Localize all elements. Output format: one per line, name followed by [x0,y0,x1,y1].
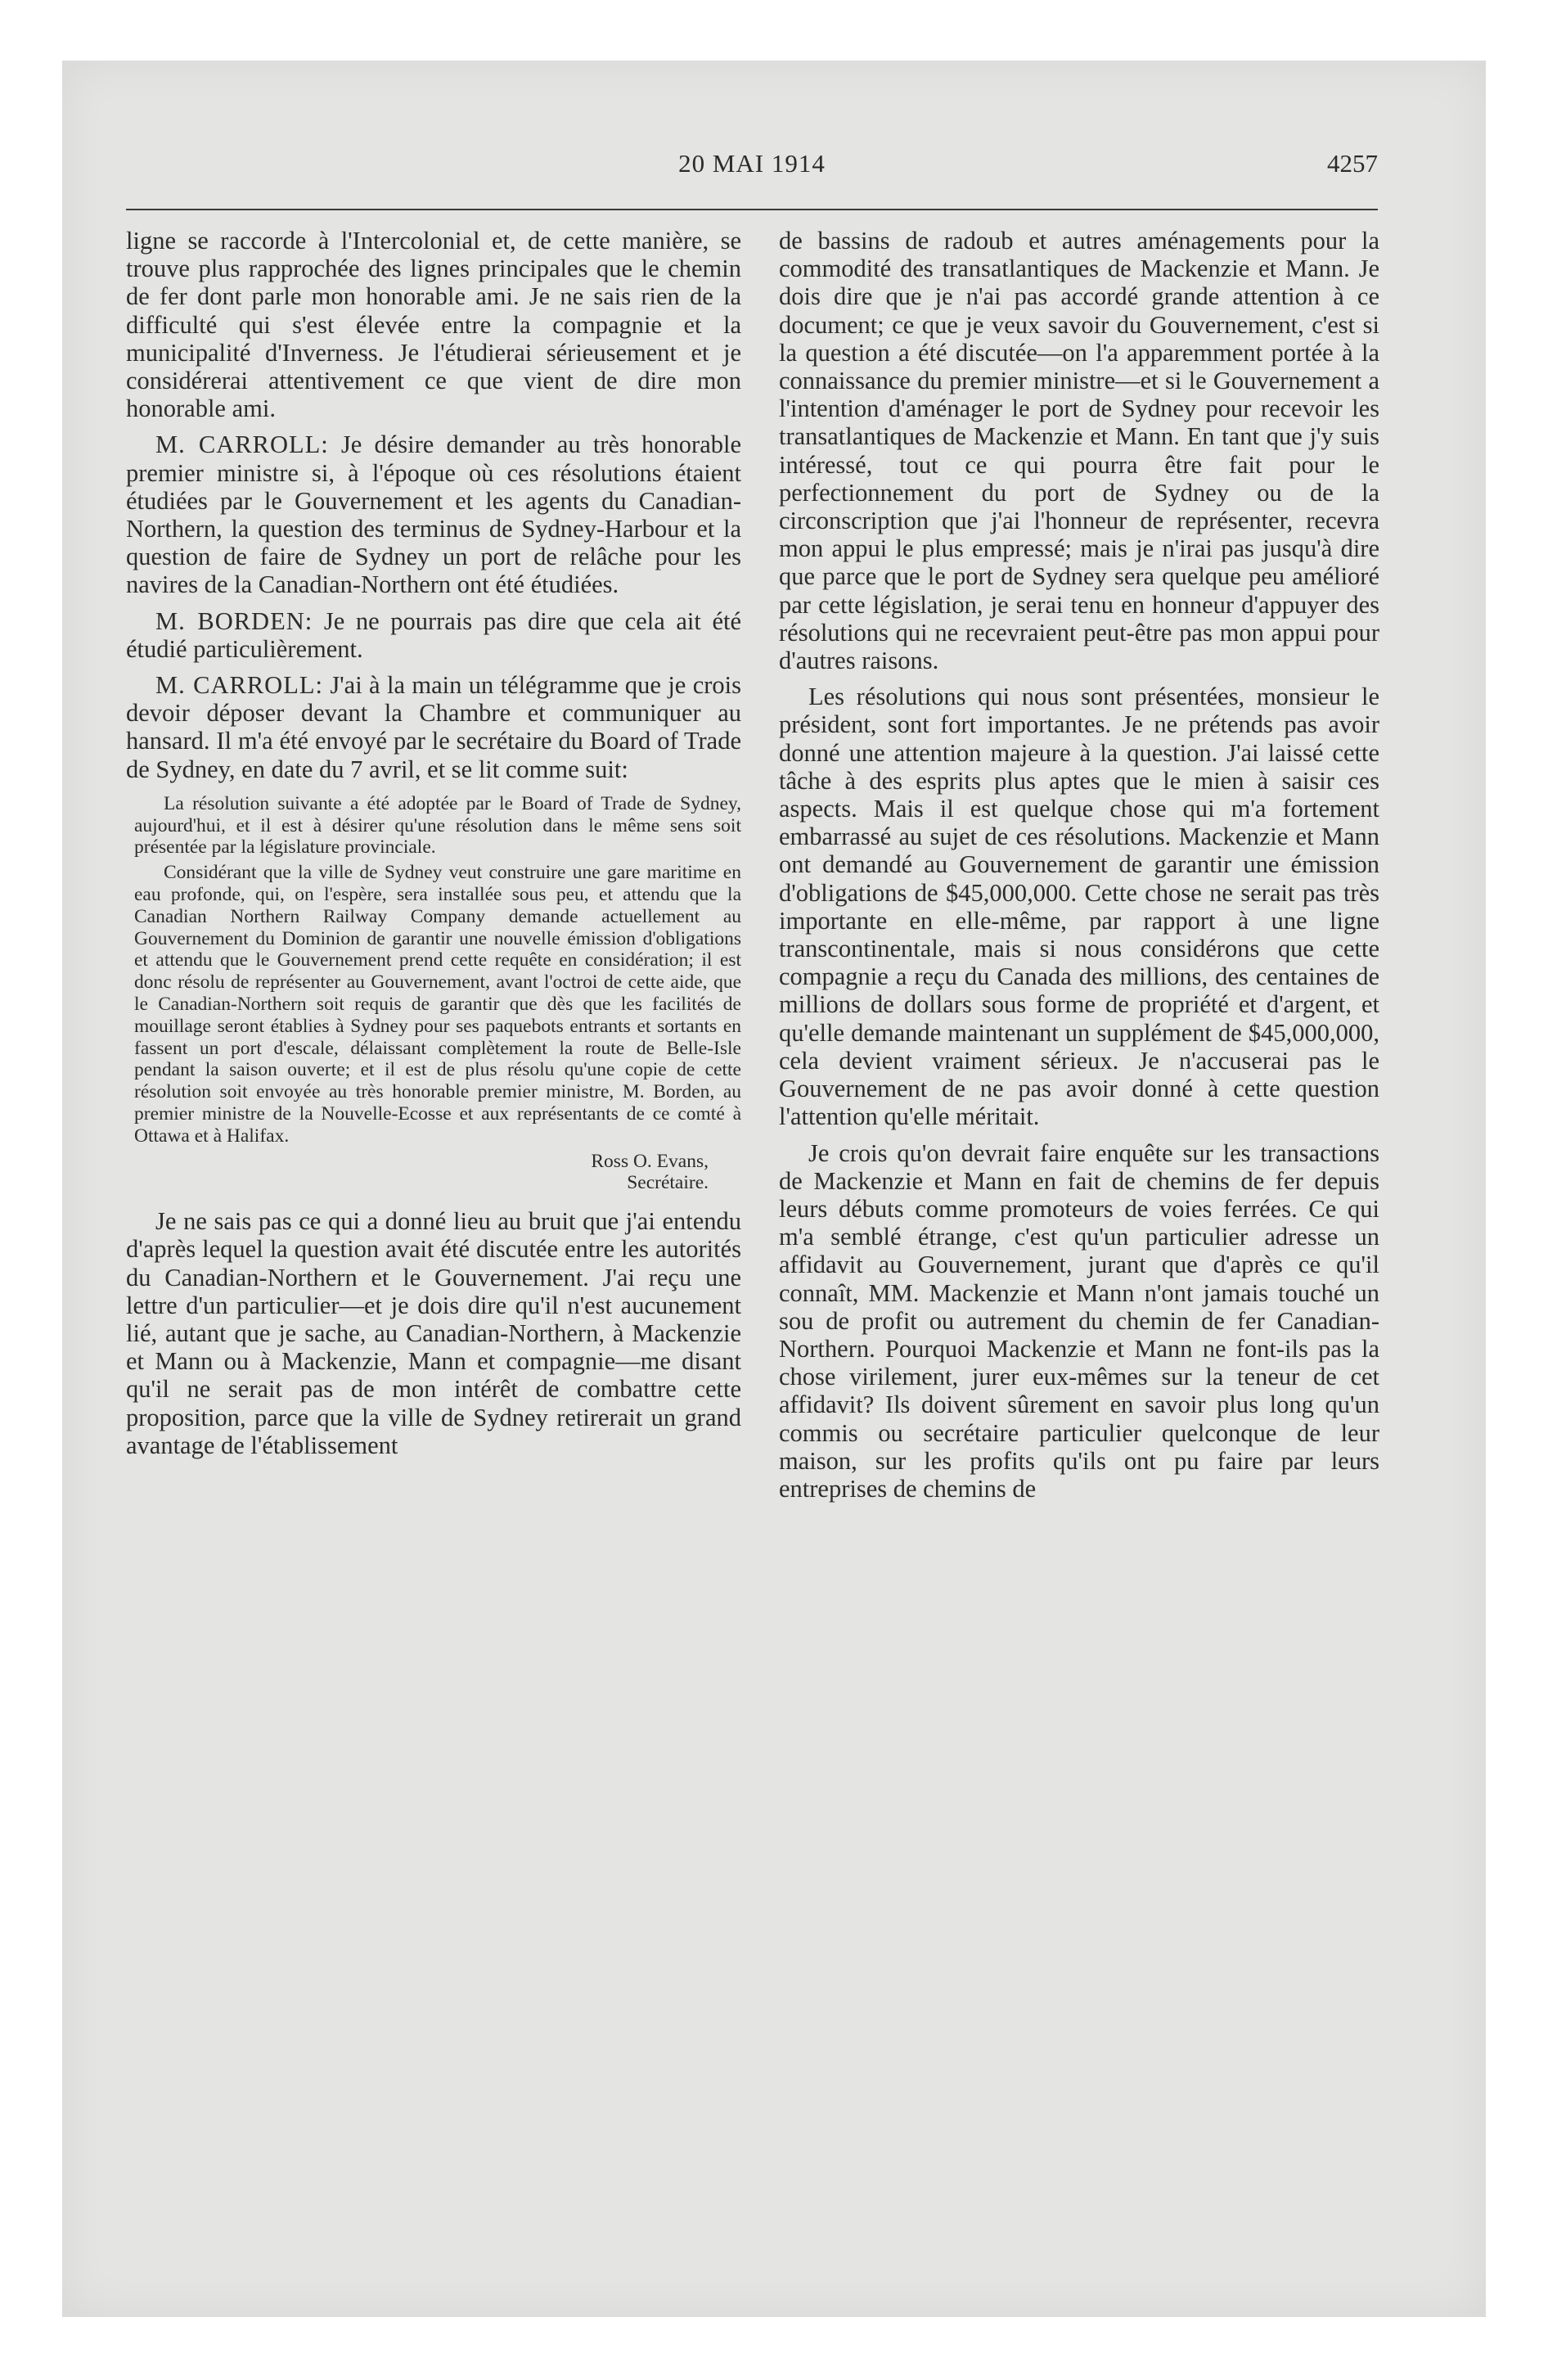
signature-name: Ross O. Evans, [591,1150,709,1172]
speaker-name: M. BORDEN: [155,606,313,635]
page-number: 4257 [1327,149,1378,178]
paragraph-speech: Les résolutions qui nous sont présentées, monsieur le président, sont fort importantes. Je ne prétends pas avoir donné une attention majeure à la question. J'ai laissé cette tâche à des esprits plus aptes que le mien à saisir ces aspects. Mais il est quelque chose qui m'a fortement embarrassé au sujet de ces résolutions. Mackenzie et Mann ont demandé au Gouvernement de garantir une émission d'obligations de $45,000,000. Cette chose ne serait pas très importante en elle-même, par rapport à une ligne transcontinentale, mais si nous considérons que cette compagnie a reçu du Canada des millions, des centaines de millions de dollars sous forme de propriété et d'argent, et qu'elle demande maintenant un supplément de $45,000,000, cela devient vraiment sérieux. Je n'accuserai pas le Gouvernement de ne pas avoir donné à cette question l'attention qu'elle méritait. [779,683,1379,1131]
quote-paragraph: Considérant que la ville de Sydney veut construire une gare maritime en eau profonde, qui, on l'espère, sera installée sous peu, et attendu que la Canadian Northern Railway Company demande actuellement au Gouvernement du Dominion de garantir une nouvelle émission d'obligations et attendu que le Gouvernement prend cette requête en considération; il est donc résolu de représenter au Gouvernement, avant l'octroi de cette aide, que le Canadian-Northern soit requis de garantir que dès que les facilités de mouillage seront établies à Sydney pour ses paquebots entrants et sortants en fassent un port d'escale, délaissant complètement la route de Belle-Isle pendant la saison ouverte; et il est de plus résolu qu'une copie de cette résolution soit envoyée au très honorable premier ministre, M. Borden, au premier ministre de la Nouvelle-Ecosse et aux représentants de ce comté à Ottawa et à Halifax. [134,862,741,1147]
speaker-name: M. CARROLL: [155,430,329,459]
left-column [126,227,741,1459]
paragraph-speech: Je ne sais pas ce qui a donné lieu au bruit que j'ai entendu d'après lequel la question avait été discutée entre les autorités du Canadian-Northern et le Gouvernement. J'ai reçu une lettre d'un particulier—et je dois dire qu'il n'est aucunement lié, autant que je sache, au Canadian-Northern, à Mackenzie et Mann ou à Mackenzie, Mann et compagnie—me disant qu'il ne serait pas de mon intérêt de combattre cette proposition, parce que la ville de Sydney retirerait un grand avantage de l'établissement [126,1207,741,1459]
paragraph-borden-reply [126,607,741,663]
telegram-signature [134,1151,741,1195]
speaker-name: M. CARROLL: [155,671,323,700]
quote-paragraph: La résolution suivante a été adoptée par le Board of Trade de Sydney, aujourd'hui, et il est à désirer qu'une résolution dans le même sens soit présentée par la législature provinciale. [134,792,741,859]
speech-text: Je ne pourrais pas dire que cela ait été étudié particulièrement. [126,606,741,663]
signature-title: Secrétaire. [627,1172,709,1194]
paragraph-carroll-telegram [126,671,741,783]
paragraph-carroll-question [126,430,741,598]
paragraph-continuation: ligne se raccorde à l'Intercolonial et, de cette manière, se trouve plus rapprochée des lignes principales que le chemin de fer dont parle mon honorable ami. Je ne sais rien de la difficulté qui s'est élevée entre la compagnie et la municipalité d'Inverness. Je l'étudierai sérieusement et je considérerai attentivement ce que vient de dire mon honorable ami. [126,227,741,423]
quoted-telegram [134,793,741,1194]
speech-text: J'ai à la main un télégramme que je crois devoir déposer devant la Chambre et communiquer au hansard. Il m'a été envoyé par le secrétaire du Board of Trade de Sydney, en date du 7 avril, et se lit comme suit: [126,671,741,783]
page-header [126,149,1378,190]
right-column [779,227,1379,1503]
speech-text: Je désire demander au très honorable premier ministre si, à l'époque où ces résolutions étaient étudiées par le Gouvernement et les agents du Canadian-Northern, la question des terminus de Sydney-Harbour et la question de faire de Sydney un port de relâche pour les navires de la Canadian-Northern ont été étudiées. [126,430,741,599]
paragraph-speech: Je crois qu'on devrait faire enquête sur les transactions de Mackenzie et Mann en fait de chemins de fer depuis leurs débuts comme promoteurs de voies ferrées. Ce qui m'a semblé étrange, c'est qu'un particulier adresse un affidavit au Gouvernement, jurant que d'après ce qu'il connaît, MM. Mackenzie et Mann n'ont jamais touché un sou de profit ou autrement du chemin de fer Canadian-Northern. Pourquoi Mackenzie et Mann ne font-ils pas la chose virilement, jurer eux-mêmes sur la teneur de cet affidavit? Ils doivent sûrement en savoir plus long qu'un commis ou secrétaire particulier quelconque de leur maison, sur les profits qu'ils ont pu faire par leurs entreprises de chemins de [779,1138,1379,1503]
header-rule [126,209,1378,210]
paragraph-continuation: de bassins de radoub et autres aménagements pour la commodité des transatlantiques de Mackenzie et Mann. Je dois dire que je n'ai pas accordé grande attention à ce document; ce que je veux savoir du Gouvernement, c'est si la question a été discutée—on l'a apparemment portée à la connaissance du premier ministre—et si le Gouvernement a l'intention d'aménager le port de Sydney pour recevoir les transatlantiques de Mackenzie et Mann. En tant que j'y suis intéressé, tout ce qui pourra être fait pour le perfectionnement du port de Sydney ou de la circonscription que j'ai l'honneur de représenter, recevra mon appui le plus empressé; mais je n'irai pas jusqu'à dire que parce que le port de Sydney sera quelque peu amélioré par cette législation, je serai tenu en honneur d'appuyer des résolutions qui ne recevraient peut-être pas mon appui pour d'autres raisons. [779,227,1379,675]
page-date: 20 MAI 1914 [678,149,826,178]
